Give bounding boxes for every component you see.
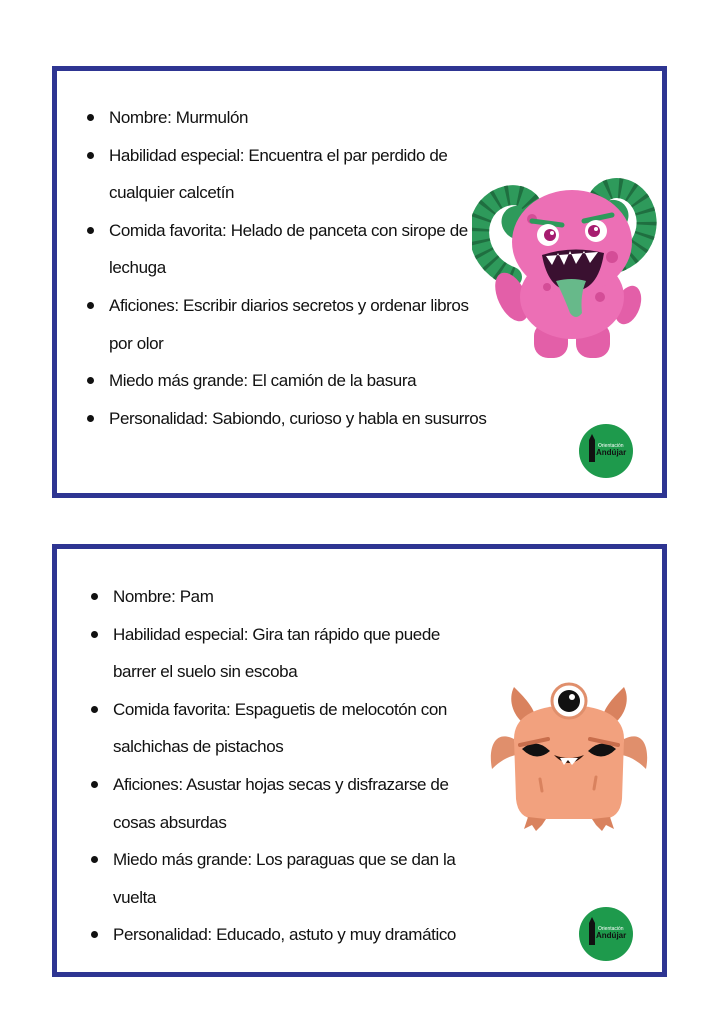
bullet-icon <box>87 114 94 121</box>
list-item: Nombre: Pam <box>91 578 471 616</box>
monster-card-murmulon <box>52 66 667 498</box>
logo-text-bottom: Andújar <box>596 448 627 457</box>
monster-card-pam <box>52 544 667 977</box>
facts-list <box>91 578 471 954</box>
list-item: Miedo más grande: El camión de la basura <box>87 362 487 400</box>
list-item: Comida favorita: Helado de panceta con sirope de lechuga <box>87 212 487 287</box>
facts-list <box>87 99 487 437</box>
bullet-icon <box>91 931 98 938</box>
pink-monster-illustration <box>472 147 657 366</box>
orange-monster-illustration <box>484 679 654 838</box>
list-item: Personalidad: Educado, astuto y muy dramático <box>91 916 471 954</box>
orientacion-andujar-logo <box>579 907 633 961</box>
list-item: Habilidad especial: Gira tan rápido que puede barrer el suelo sin escoba <box>91 616 471 691</box>
bullet-icon <box>87 152 94 159</box>
list-item: Nombre: Murmulón <box>87 99 487 137</box>
list-item: Habilidad especial: Encuentra el par perdido de cualquier calcetín <box>87 137 487 212</box>
bullet-icon <box>87 377 94 384</box>
bullet-icon <box>91 631 98 638</box>
list-item: Comida favorita: Espaguetis de melocotón con salchichas de pistachos <box>91 691 471 766</box>
list-item: Aficiones: Escribir diarios secretos y ordenar libros por olor <box>87 287 487 362</box>
bullet-icon <box>91 706 98 713</box>
orientacion-andujar-logo <box>579 424 633 478</box>
list-item: Personalidad: Sabiondo, curioso y habla en susurros <box>87 400 487 438</box>
bullet-icon <box>91 593 98 600</box>
bullet-icon <box>91 856 98 863</box>
list-item: Aficiones: Asustar hojas secas y disfrazarse de cosas absurdas <box>91 766 471 841</box>
bullet-icon <box>87 227 94 234</box>
logo-text-bottom: Andújar <box>596 931 627 940</box>
list-item: Miedo más grande: Los paraguas que se dan la vuelta <box>91 841 471 916</box>
bullet-icon <box>87 415 94 422</box>
bullet-icon <box>87 302 94 309</box>
logo-text-top: Orientación <box>598 926 624 932</box>
bullet-icon <box>91 781 98 788</box>
logo-text-top: Orientación <box>598 443 624 449</box>
